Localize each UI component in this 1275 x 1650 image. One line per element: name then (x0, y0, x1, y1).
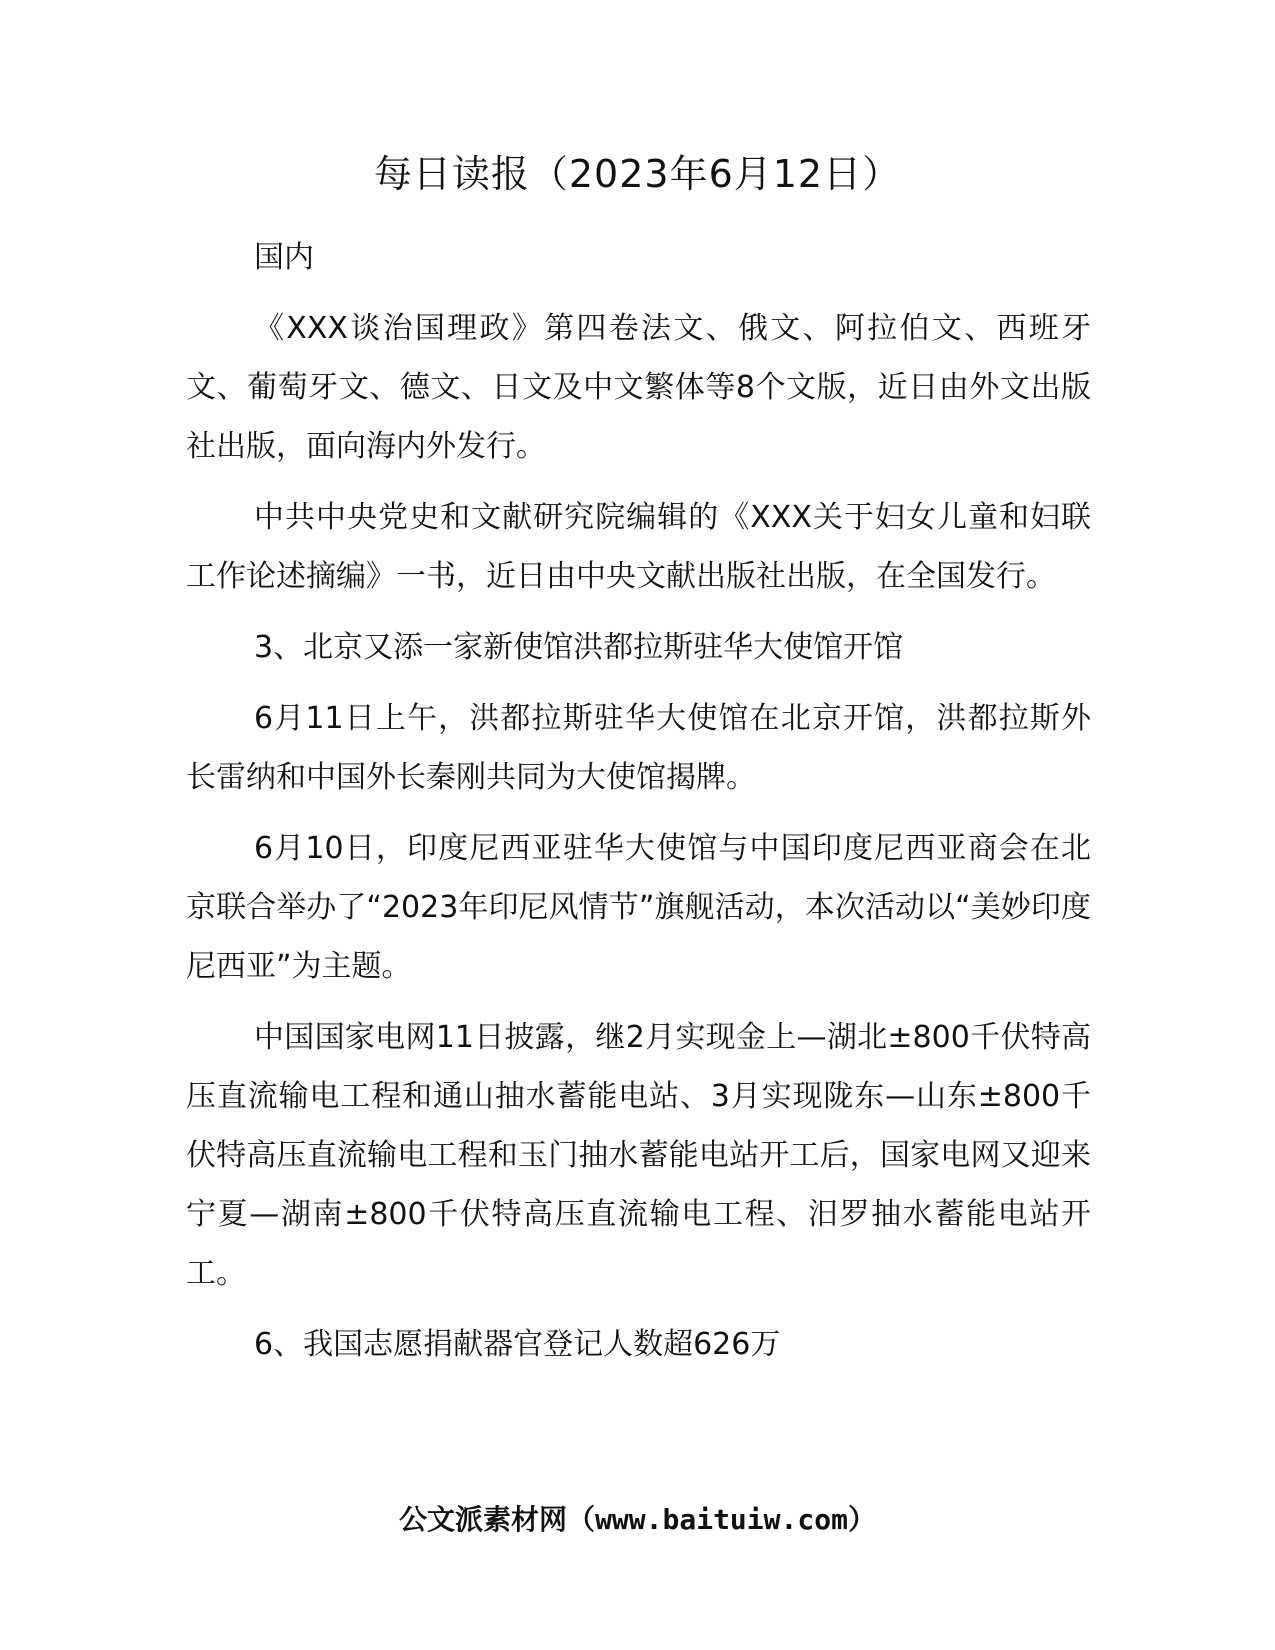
section-heading-domestic: 国内 (254, 240, 314, 275)
paragraph: 6月10日，印度尼西亚驻华大使馆与中国印度尼西亚商会在北京联合举办了“2023年印尼风情节”旗舰活动，本次活动以“美妙印度尼西亚”为主题。 (186, 831, 1091, 984)
paragraph: 《XXX谈治国理政》第四卷法文、俄文、阿拉伯文、西班牙文、葡萄牙文、德文、日文及中文繁体等8个文版，近日由外文出版社出版，面向海内外发行。 (186, 311, 1091, 464)
page-title: 每日读报（2023年6月12日） (373, 152, 902, 196)
footer-site-name: 公文派素材网（ (399, 1503, 596, 1536)
paragraph: 中国国家电网11日披露，继2月实现金上—湖北±800千伏特高压直流输电工程和通山抽水蓄能电站、3月实现陇东—山东±800千伏特高压直流输电工程和玉门抽水蓄能电站开工后，国家电网又迎来宁夏—湖南±800千伏特高压直流输电工程、汨罗抽水蓄能电站开工。 (186, 1020, 1091, 1291)
page-footer (0, 1500, 1275, 1540)
news-item-heading: 6、我国志愿捐献器官登记人数超626万 (254, 1327, 781, 1362)
footer-close: ） (847, 1503, 876, 1536)
article-body (186, 228, 1091, 1386)
paragraph: 中共中央党史和文献研究院编辑的《XXX关于妇女儿童和妇联工作论述摘编》一书，近日由中央文献出版社出版，在全国发行。 (186, 500, 1091, 594)
footer-url: www.baituiw.com (595, 1503, 848, 1536)
paragraph: 6月11日上午，洪都拉斯驻华大使馆在北京开馆，洪都拉斯外长雷纳和中国外长秦刚共同为大使馆揭牌。 (186, 701, 1091, 795)
news-item-heading: 3、北京又添一家新使馆洪都拉斯驻华大使馆开馆 (254, 630, 904, 665)
